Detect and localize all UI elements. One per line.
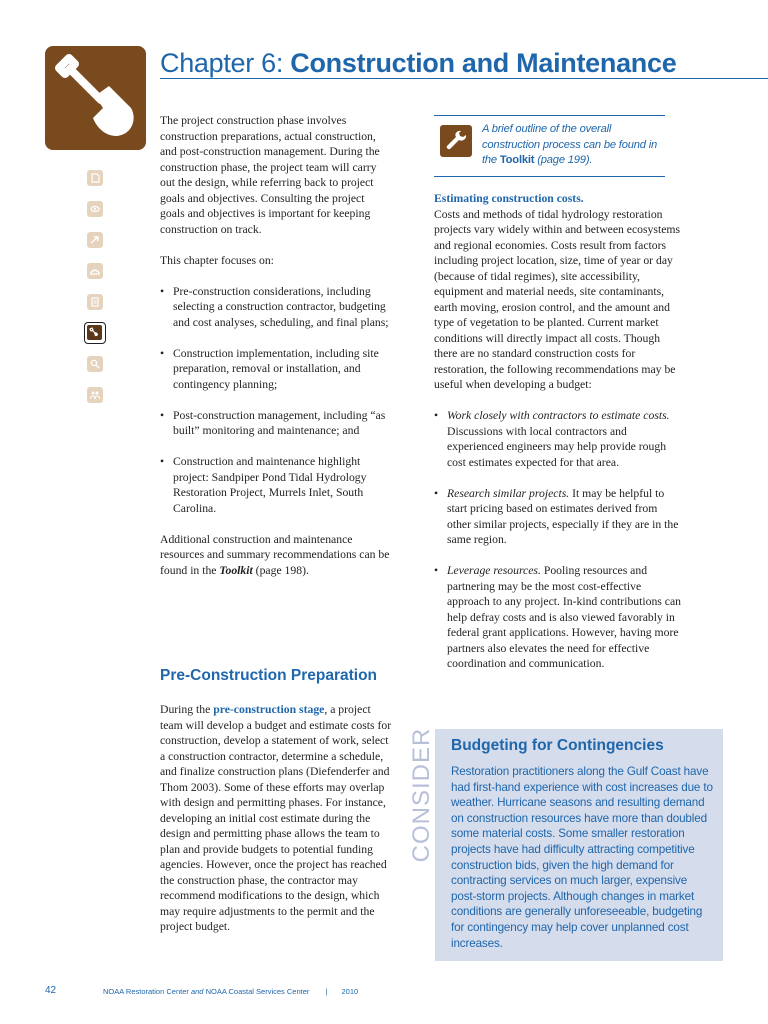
list-item: • Construction and maintenance highlight project: Sandpiper Pond Tidal Hydrology Restoration Project, Murrels Inlet, South Carolina. bbox=[160, 454, 392, 516]
section-heading: Pre-Construction Preparation bbox=[160, 667, 378, 684]
list-item: • Pre-construction considerations, including selecting a construction contractor, budgeting and cost analyses, scheduling, and final plans; bbox=[160, 284, 392, 331]
preconstruction-lead: During the bbox=[160, 703, 211, 716]
wrench-icon bbox=[440, 125, 472, 157]
consider-box bbox=[435, 729, 723, 961]
tip-text bbox=[482, 122, 662, 169]
preconstruction-paragraph bbox=[160, 702, 392, 935]
footer-org-2: NOAA Coastal Services Center bbox=[205, 987, 310, 996]
intro-paragraph: The project construction phase involves construction preparations, actual construction, and post-construction management. During the construction phase, the project team will carry out the design, while referring back to project goals and objectives. Consulting the project goals and objectives is important for keeping construction on track. bbox=[160, 114, 380, 236]
footer-org-1: NOAA Restoration Center bbox=[103, 987, 189, 996]
focus-intro: This chapter focuses on: bbox=[160, 253, 274, 267]
list-item bbox=[434, 408, 682, 470]
document-icon[interactable] bbox=[87, 294, 103, 310]
shovel-icon bbox=[45, 46, 146, 150]
right-column bbox=[434, 191, 682, 672]
page-number: 42 bbox=[45, 985, 57, 996]
chapter-title bbox=[160, 48, 676, 79]
consider-body: Restoration practitioners along the Gulf Coast have had first-hand experience with cost increases due to weather. Hurricane seasons and resulting demand on construction resources have more than doubled some material costs. Some smaller restoration projects have had difficulty attracting competitive construction bids, given the high demand for contracting services on much larger, expensive post-storm projects. Although changes in market conditions are generally unforeseeable, budgeting for contingency may help cover unplanned cost increases. bbox=[451, 765, 713, 950]
footer-separator: | bbox=[325, 987, 328, 996]
consider-label-text: CONSIDER bbox=[408, 727, 435, 863]
footer-credit bbox=[103, 987, 358, 996]
preconstruction-stage-link[interactable]: pre-construction stage bbox=[213, 703, 325, 716]
footer-year: 2010 bbox=[341, 987, 359, 996]
bullet-lead: Research similar projects. bbox=[447, 486, 570, 500]
list-item: • Construction implementation, including site preparation, removal or installation, and contingency planning; bbox=[160, 346, 392, 393]
tip-icon-tile bbox=[440, 125, 472, 157]
bullet-lead: Work closely with contractors to estimate costs. bbox=[447, 409, 670, 422]
footer-and: and bbox=[190, 987, 204, 996]
arrow-icon[interactable] bbox=[87, 232, 103, 248]
chapter-icon-tile bbox=[45, 46, 146, 150]
title-rule bbox=[160, 78, 768, 79]
focus-list bbox=[160, 284, 392, 517]
toolkit-tip-box bbox=[434, 115, 665, 177]
preconstruction-body: , a project team will develop a budget and estimate costs for construction, develop a statement of work, select a construction contractor, determine a schedule, and finalize construction plans (Diefenderfer and Thom 2003). Some of these efforts may overlap with design and permitting phases. For instance, developing an initial cost estimate during the design and permitting phase allows the team to plan and provide budgets to potential funding agencies. However, once the project has reached the construction phase, the contractor may recommend modifications to the design, which may require adjustments to the permit and the project budget. bbox=[160, 703, 392, 933]
chapter-main-title: Construction and Maintenance bbox=[290, 48, 677, 78]
list-item bbox=[434, 563, 682, 672]
bullet-text: Discussions with local contractors and experienced engineers may help provide rough cost estimates expected for that area. bbox=[447, 424, 667, 469]
left-column bbox=[160, 113, 392, 578]
chapter-prefix: Chapter 6: bbox=[160, 48, 284, 78]
preconstruction-column bbox=[160, 702, 392, 935]
cost-subheading: Estimating construction costs. bbox=[434, 192, 584, 205]
bullet-text: It may be helpful to start pricing based on estimates derived from other similar projects, especially if they are in the same region. bbox=[447, 486, 679, 546]
cost-paragraph: Costs and methods of tidal hydrology restoration projects vary widely within and between ecosystems and regional economies. Costs result from factors including project location, size, time of year or day (because of tidal regimes), site accessibility, equipment and material needs, site contaminants, earth moving, erosion control, and the amount and type of vegetation to be planted. Current market conditions will directly impact all costs. Though there are no standard construction costs for restoration, the following recommendations may be useful when developing a budget: bbox=[434, 207, 681, 391]
bullet-text: Pooling resources and partnering may be the most cost-effective approach to any project. In-kind contributions can help defray costs and is also viewed favorably in federal grant applications. However, having more partners also elevates the need for effective coordination and communication. bbox=[447, 564, 682, 670]
consider-title: Budgeting for Contingencies bbox=[451, 737, 664, 754]
recommendation-list bbox=[434, 408, 682, 672]
tip-toolkit-link[interactable]: Toolkit bbox=[499, 154, 535, 166]
shovel-icon-active[interactable] bbox=[84, 322, 106, 344]
bridge-icon[interactable] bbox=[87, 263, 103, 279]
additional-text: Additional construction and maintenance resources and summary recommendations can be found in the bbox=[160, 532, 390, 577]
additional-page: (page 198). bbox=[255, 563, 309, 577]
bullet-lead: Leverage resources. bbox=[447, 564, 541, 577]
list-item bbox=[434, 486, 682, 548]
people-icon[interactable] bbox=[87, 387, 103, 403]
page-icon[interactable] bbox=[87, 170, 103, 186]
toolkit-link[interactable]: Toolkit bbox=[219, 563, 253, 577]
magnifier-icon[interactable] bbox=[87, 356, 103, 372]
eye-icon[interactable] bbox=[87, 201, 103, 217]
active-nav-tile bbox=[87, 325, 102, 340]
tip-text-lead: A brief outline of the overall construction process can be found in the bbox=[482, 123, 658, 166]
tip-page: (page 199). bbox=[537, 154, 593, 166]
additional-resources bbox=[160, 532, 392, 579]
list-item: • Post-construction management, including “as built” monitoring and maintenance; and bbox=[160, 408, 392, 439]
